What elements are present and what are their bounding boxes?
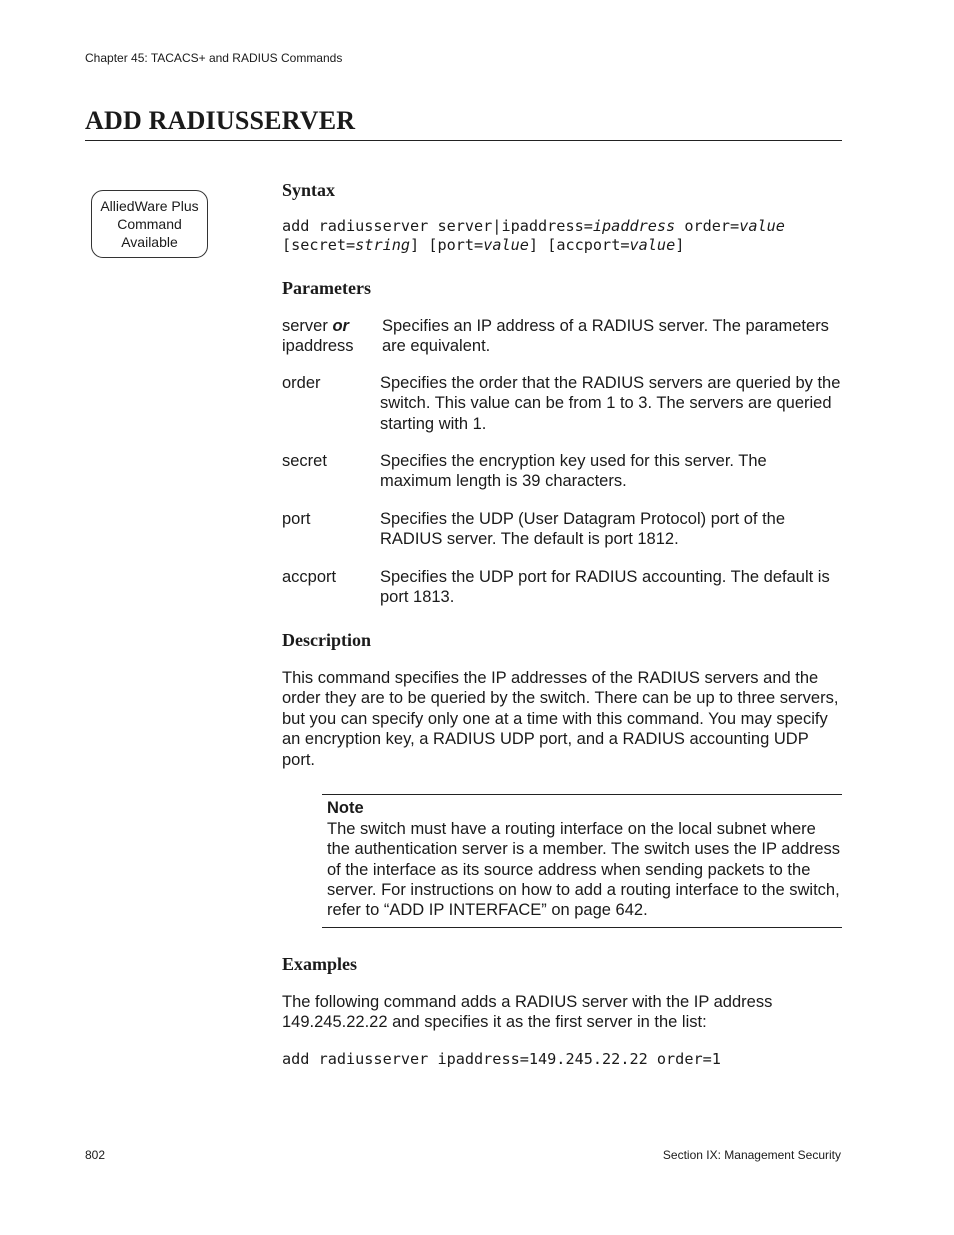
page-title: ADD RADIUSSERVER (85, 106, 356, 135)
syntax-placeholder: string (355, 236, 411, 254)
param-name-text: server (282, 317, 333, 335)
description-heading: Description (282, 630, 371, 650)
param-name-secret: secret (282, 452, 327, 470)
syntax-placeholder: ipaddress (592, 217, 676, 235)
parameters-heading: Parameters (282, 278, 371, 298)
availability-badge (91, 190, 208, 258)
param-desc-order: Specifies the order that the RADIUS servers are queried by the switch. This value can be from 1 to 3. The servers are queried starting with 1. (380, 374, 841, 433)
examples-heading: Examples (282, 954, 358, 974)
syntax-text: ] [accport= (528, 236, 630, 254)
note-box (322, 794, 842, 928)
note-text: The switch must have a routing interface on the local subnet where the authentication server is a member. The switch uses the IP address of the interface as its source address when sending packets to the server. For instructions on how to add a routing interface to the switch, refer to “ADD IP INTERFACE” on page 642. (327, 820, 840, 920)
param-desc-secret: Specifies the encryption key used for this server. The maximum length is 39 characters. (380, 452, 767, 491)
param-name-server (282, 316, 377, 357)
badge-line-3: Available (121, 234, 178, 250)
syntax-line-2 (282, 236, 684, 255)
syntax-text: ] [port= (410, 236, 484, 254)
example-code: add radiusserver ipaddress=149.245.22.22 order=1 (282, 1050, 721, 1068)
badge-line-1: AlliedWare Plus (100, 198, 199, 214)
syntax-line-1 (282, 217, 785, 236)
syntax-text: add radiusserver server|ipaddress= (282, 217, 593, 235)
param-name-text: ipaddress (282, 337, 354, 356)
param-name-port: port (282, 510, 311, 528)
param-desc-server: Specifies an IP address of a RADIUS server. The parameters are equivalent. (382, 317, 829, 356)
syntax-text: [secret= (282, 236, 356, 254)
running-header: Chapter 45: TACACS+ and RADIUS Commands (85, 51, 343, 65)
param-name-accport: accport (282, 568, 337, 586)
syntax-heading: Syntax (282, 180, 336, 200)
page-number: 802 (85, 1148, 106, 1162)
syntax-text: ] (675, 236, 685, 254)
param-desc-accport: Specifies the UDP port for RADIUS accounting. The default is port 1813. (380, 568, 830, 607)
footer-section: Section IX: Management Security (662, 1148, 841, 1162)
syntax-placeholder: value (483, 236, 529, 254)
syntax-placeholder: value (739, 217, 785, 235)
badge-line-2: Command (117, 216, 182, 232)
syntax-text: order= (675, 217, 740, 235)
param-desc-port: Specifies the UDP (User Datagram Protocol) port of the RADIUS server. The default is port 1812. (380, 510, 786, 549)
param-name-or: or (332, 317, 349, 335)
note-title: Note (327, 799, 364, 817)
title-rule (85, 140, 842, 141)
description-text: This command specifies the IP addresses of the RADIUS servers and the order they are to be queried by the switch. There can be up to three servers, but you can specify only one at a time with this command. You may specify an encryption key, a RADIUS UDP port, and a RADIUS accounting UDP port. (282, 669, 839, 769)
param-name-order: order (282, 374, 321, 392)
syntax-placeholder: value (629, 236, 676, 254)
examples-text: The following command adds a RADIUS server with the IP address 149.245.22.22 and specifies it as the first server in the list: (282, 993, 773, 1032)
